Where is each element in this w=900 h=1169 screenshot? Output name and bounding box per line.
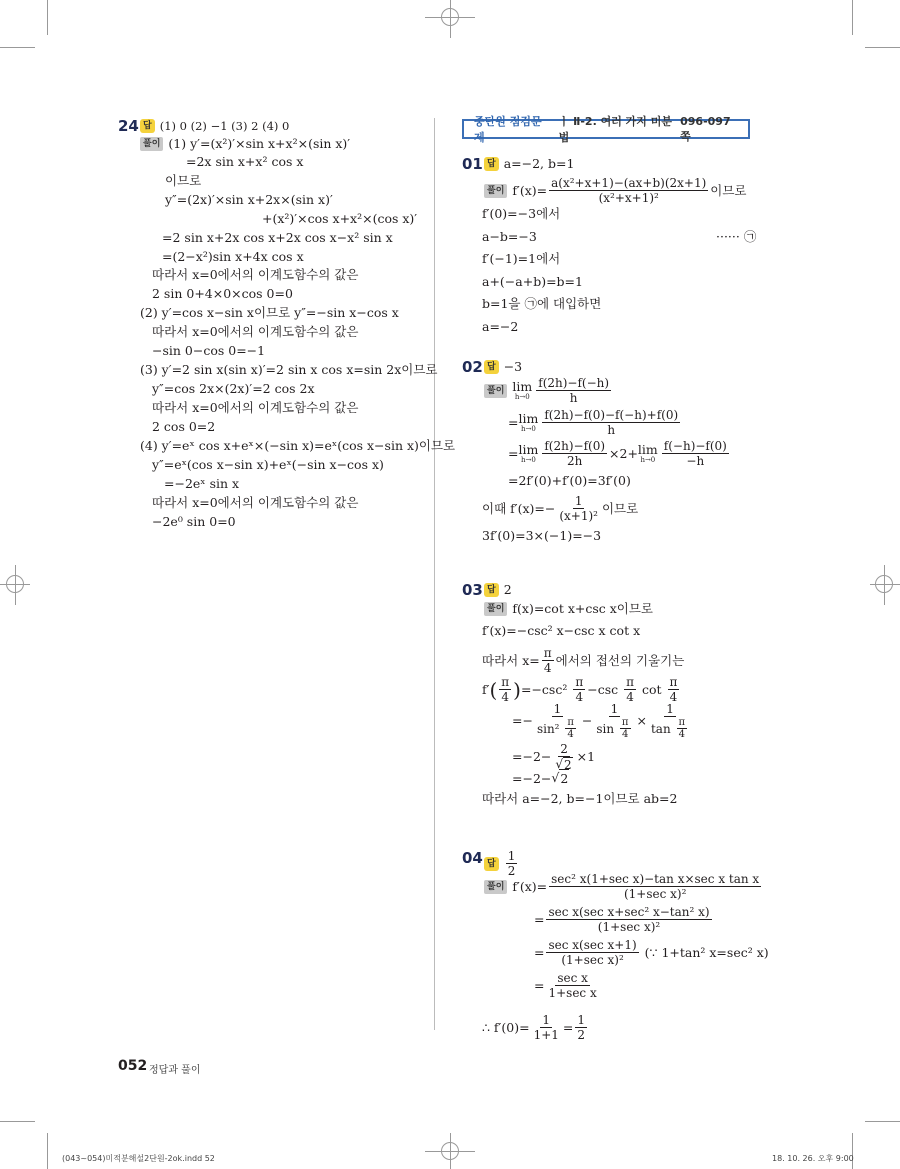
- denominator: [605, 423, 617, 437]
- numerator: [540, 1013, 552, 1028]
- math-text: 1: [577, 1013, 586, 1027]
- fraction: [565, 717, 576, 740]
- numerator: [624, 675, 636, 690]
- denominator: [532, 1028, 561, 1042]
- solution-badge: 풀이: [484, 880, 507, 894]
- solution-line: [162, 229, 393, 247]
- denominator: [684, 454, 706, 468]
- fraction: [573, 675, 585, 704]
- denominator: [649, 717, 691, 740]
- math-text: =(2−x²)sin x+4x cos x: [162, 249, 304, 264]
- math-text: sec x(sec x+1): [548, 938, 637, 952]
- solution-line: [484, 872, 763, 901]
- solution-line: [512, 742, 595, 772]
- solution-line: [164, 475, 239, 493]
- limit: lim h→0: [637, 441, 658, 464]
- solution-line: [482, 622, 640, 640]
- solution-line: [152, 494, 358, 512]
- fraction: [575, 1013, 587, 1042]
- denominator: [565, 454, 584, 468]
- math-text: a=−2: [482, 319, 519, 334]
- math-text: sec² x(1+sec x)−tan x×sec x tan x: [551, 872, 760, 886]
- answer-line: [484, 581, 512, 599]
- section-title: 중단원 점검문제: [474, 115, 542, 144]
- numerator: [549, 872, 761, 887]
- math-text: sec x: [557, 971, 588, 985]
- limit-subscript: h→0: [640, 455, 656, 464]
- solution-line: [152, 456, 384, 474]
- math-text: sec x(sec x+sec² x−tan² x): [548, 905, 710, 919]
- denominator: [597, 191, 661, 205]
- solution-line: [508, 472, 631, 490]
- solution-line: [482, 205, 560, 223]
- solution-line: [152, 342, 265, 360]
- fraction: [624, 675, 636, 704]
- solution-line: [152, 418, 215, 436]
- math-text: 2h: [566, 454, 583, 468]
- fraction: [649, 702, 691, 740]
- limit: lim h→0: [512, 378, 533, 401]
- math-text: −sin 0−cos 0=−1: [152, 343, 266, 358]
- section-header: [462, 114, 750, 144]
- paren: (: [489, 677, 498, 702]
- denominator: [542, 661, 554, 675]
- math-text: π: [501, 675, 510, 689]
- math-text: 따라서 x=0에서의 이계도함수의 값은: [152, 495, 359, 510]
- fraction: [499, 675, 511, 704]
- solution-badge: 풀이: [140, 137, 163, 151]
- math-text: π: [575, 675, 584, 689]
- solution-line: [140, 437, 455, 455]
- denominator: [557, 509, 600, 523]
- solution-line: [482, 318, 518, 336]
- math-text: 4: [626, 690, 634, 704]
- math-text: 이므로: [165, 173, 202, 188]
- page-range: 096-097쪽: [680, 114, 731, 143]
- question-number: 02: [462, 358, 483, 376]
- solution-line: [482, 494, 638, 523]
- solution-line: [482, 1013, 589, 1042]
- numerator: [542, 439, 607, 454]
- fraction: [546, 905, 711, 934]
- math-text: =−csc²: [520, 681, 572, 697]
- math-text: f(2h)−f(0)−f(−h)+f(0): [544, 408, 679, 422]
- solution-line: [186, 153, 303, 171]
- math-text: y″=cos 2x×(2x)′=2 cos 2x: [152, 381, 315, 396]
- math-text: (2) y′=cos x−sin x이므로 y″=−sin x−cos x: [140, 305, 399, 320]
- answer-line: [484, 358, 522, 376]
- answer-text: 2: [503, 582, 512, 597]
- math-text: 이때 f′(x)=−: [482, 500, 556, 516]
- numerator: [555, 971, 590, 986]
- solution-line: [152, 399, 358, 417]
- math-text: (3) y′=2 sin x(sin x)′=2 sin x cos x=sin 2x이므로: [140, 362, 438, 377]
- math-text: 1: [666, 702, 674, 716]
- numerator: [573, 494, 585, 509]
- numerator: [536, 376, 611, 391]
- answer-badge: 답: [484, 360, 499, 374]
- fraction: [677, 717, 688, 740]
- math-text: 1: [542, 1013, 551, 1027]
- math-text: =2 sin x+2x cos x+2x cos x−x² sin x: [162, 230, 393, 245]
- math-text: =−2eˣ sin x: [164, 476, 240, 491]
- math-text: (x²+x+1)²: [598, 191, 659, 205]
- solution-line: [484, 600, 653, 618]
- limit-subscript: h→0: [521, 424, 536, 433]
- math-text: (1+sec x)²: [623, 887, 687, 901]
- math-text: tan: [650, 721, 675, 736]
- math-text: 4: [575, 690, 584, 704]
- math-text: (∵ 1+tan² x=sec² x): [640, 944, 769, 960]
- denominator: [575, 1028, 587, 1042]
- math-text: f′(x)=: [512, 182, 548, 198]
- math-text: 1: [553, 702, 562, 716]
- math-text: ×: [636, 713, 647, 728]
- math-text: 따라서 x=0에서의 이계도함수의 값은: [152, 400, 359, 415]
- math-text: 1: [574, 494, 583, 508]
- fraction: [546, 971, 598, 1000]
- math-text: f′(x)=−csc² x−csc x cot x: [482, 623, 641, 638]
- math-text: 이므로: [710, 182, 747, 198]
- registration-mark: [441, 1142, 459, 1160]
- math-text: f′(x)=: [512, 878, 548, 894]
- answer-text: (1) 0 (2) −1 (3) 2 (4) 0: [159, 119, 290, 133]
- numerator: [677, 717, 688, 729]
- numerator: [573, 675, 585, 690]
- numerator: [499, 675, 511, 690]
- registration-mark: [6, 575, 24, 593]
- question-number: 01: [462, 155, 483, 173]
- math-text: sin²: [536, 721, 564, 736]
- paren: ): [513, 677, 521, 702]
- solution-line: [512, 769, 569, 788]
- numerator: [620, 717, 631, 729]
- fraction: [549, 872, 761, 901]
- denominator: [620, 729, 630, 740]
- solution-line: [508, 408, 682, 437]
- numerator: [542, 646, 554, 661]
- page-number: 052: [118, 1058, 148, 1074]
- math-text: f(x)=cot x+csc x이므로: [512, 601, 654, 616]
- math-text: =−: [512, 713, 533, 728]
- math-text: 2 cos 0=2: [152, 419, 216, 434]
- math-text: =: [534, 911, 545, 927]
- numerator: [542, 408, 680, 423]
- denominator: [594, 717, 634, 740]
- denominator: [535, 717, 580, 740]
- math-text: ×1: [576, 749, 596, 764]
- math-text: (1+sec x)²: [561, 953, 624, 967]
- solution-line: [165, 172, 201, 190]
- math-text: 4: [622, 729, 629, 740]
- fraction: [542, 646, 554, 675]
- math-text: y″=eˣ(cos x−sin x)+eˣ(−sin x−cos x): [152, 457, 384, 472]
- fraction: [668, 675, 680, 704]
- solution-badge: 풀이: [484, 384, 507, 398]
- math-text: +(x²)′×cos x+x²×(cos x)′: [262, 211, 418, 226]
- crop-mark: [47, 0, 48, 35]
- fraction: [662, 439, 729, 468]
- denominator: [546, 986, 598, 1000]
- math-text: sin: [596, 721, 618, 736]
- math-text: =−2−: [512, 770, 552, 786]
- solution-line: [140, 135, 350, 153]
- math-text: 1+sec x: [548, 986, 597, 1000]
- registration-mark: [441, 8, 459, 26]
- answer-badge: 답: [484, 583, 499, 597]
- solution-line: [482, 228, 537, 246]
- solution-line: [152, 323, 358, 341]
- solution-line: [162, 248, 304, 266]
- answer-badge: 답: [140, 119, 155, 133]
- math-text: 에서의 접선의 기울기는: [555, 652, 685, 668]
- denominator: [677, 729, 687, 740]
- section-subtitle: ㅣ Ⅱ-2. 여러 가지 미분법: [558, 115, 672, 144]
- math-text: −2e⁰ sin 0=0: [152, 514, 236, 529]
- math-text: h: [569, 391, 578, 405]
- timestamp: 18. 10. 26. 오후 9:00: [772, 1154, 854, 1163]
- solution-line: [152, 380, 315, 398]
- numerator: [558, 742, 570, 757]
- file-name: (043~054)미적분해설2단원-2ok.indd 52: [62, 1154, 215, 1163]
- crop-mark: [865, 1121, 900, 1122]
- math-text: 따라서 x=0에서의 이계도함수의 값은: [152, 324, 359, 339]
- math-text: f′: [482, 681, 490, 697]
- crop-mark: [0, 1121, 35, 1122]
- limit: lim h→0: [518, 441, 539, 464]
- crop-mark: [0, 47, 35, 48]
- math-text: 1: [610, 702, 619, 716]
- equation-marker: ······ ㉠: [716, 229, 757, 244]
- solution-line: [484, 176, 747, 205]
- math-text: =: [534, 977, 545, 993]
- solution-line: [165, 191, 333, 209]
- math-text: ∴ f′(0)=: [482, 1019, 530, 1035]
- fraction: [542, 439, 607, 468]
- limit-subscript: h→0: [514, 392, 530, 401]
- math-text: f(−h)−f(0): [663, 439, 727, 453]
- fraction: [536, 376, 611, 405]
- question-number: 04: [462, 849, 483, 867]
- math-text: 이므로: [601, 500, 639, 516]
- math-text: π: [626, 675, 634, 689]
- solution-line: [152, 285, 293, 303]
- fraction: [594, 702, 634, 740]
- fraction: [542, 408, 680, 437]
- numerator: [549, 176, 708, 191]
- solution-line: [482, 646, 684, 675]
- page-label: 정답과 풀이: [149, 1065, 201, 1076]
- math-text: =: [534, 944, 545, 960]
- math-text: a−b=−3: [482, 229, 537, 244]
- column-divider: [434, 118, 435, 1030]
- fraction: [532, 1013, 561, 1042]
- math-text: 2: [577, 1028, 586, 1042]
- numerator: [546, 938, 638, 953]
- math-text: 4: [567, 729, 574, 740]
- math-text: π: [669, 675, 678, 689]
- solution-line: [152, 266, 358, 284]
- numerator: [668, 675, 680, 690]
- solution-line: [262, 210, 417, 228]
- math-text: =: [508, 445, 519, 461]
- fraction: [549, 176, 708, 205]
- math-text: f′(−1)=1에서: [482, 251, 561, 266]
- math-text: 3f′(0)=3×(−1)=−3: [482, 528, 602, 543]
- solution-line: [482, 527, 601, 545]
- solution-line: [482, 273, 583, 291]
- math-text: 따라서 x=0에서의 이계도함수의 값은: [152, 267, 359, 282]
- math-text: 4: [678, 729, 685, 740]
- math-text: π: [543, 646, 552, 660]
- solution-line: [512, 702, 693, 740]
- denominator: [622, 887, 688, 901]
- square-root: √ 2: [551, 770, 569, 786]
- math-text: =2x sin x+x² cos x: [186, 154, 304, 169]
- denominator: [559, 953, 625, 967]
- math-text: 1+1: [533, 1028, 559, 1042]
- limit: lim h→0: [518, 410, 539, 433]
- numerator: [546, 905, 711, 920]
- answer-line: [140, 117, 289, 135]
- question-number: 24: [118, 117, 139, 135]
- math-text: b=1을 ㉠에 대입하면: [482, 296, 602, 311]
- solution-line: [534, 938, 769, 967]
- fraction: [546, 938, 638, 967]
- numerator: [565, 717, 576, 729]
- math-text: −: [581, 713, 593, 728]
- answer-fraction: $\frac{1}{2}$: [507, 849, 516, 878]
- math-text: h: [607, 423, 616, 437]
- solution-line: [482, 250, 560, 268]
- numerator: [662, 439, 729, 454]
- math-text: 따라서 x=: [482, 652, 540, 668]
- math-text: y″=(2x)′×sin x+2x×(sin x)′: [165, 192, 333, 207]
- answer-text: a=−2, b=1: [503, 156, 575, 171]
- math-text: −h: [686, 454, 705, 468]
- fraction: [620, 717, 631, 740]
- solution-badge: 풀이: [484, 184, 507, 198]
- solution-line: [534, 971, 601, 1000]
- numerator: [664, 702, 676, 717]
- solution-line: [508, 439, 731, 468]
- numerator: [609, 702, 621, 717]
- math-text: 4: [669, 690, 678, 704]
- crop-mark: [865, 47, 900, 48]
- math-text: f(2h)−f(0): [544, 439, 606, 453]
- answer-line: [484, 155, 574, 173]
- crop-mark: [852, 0, 853, 35]
- solution-line: [140, 361, 438, 379]
- math-text: 4: [543, 661, 552, 675]
- math-text: 2: [560, 742, 568, 756]
- denominator: [499, 690, 511, 704]
- fraction: [557, 494, 600, 523]
- denominator: [565, 729, 575, 740]
- solution-line: [484, 376, 613, 405]
- math-text: (1+sec x)²: [597, 920, 661, 934]
- fraction: [535, 702, 580, 740]
- math-text: cot: [638, 681, 666, 697]
- answer-text: −3: [503, 359, 523, 374]
- math-text: 2 sin 0+4×0×cos 0=0: [152, 286, 293, 301]
- math-text: (1) y′=(x²)′×sin x+x²×(sin x)′: [168, 136, 351, 151]
- math-text: =: [508, 414, 519, 430]
- solution-badge: 풀이: [484, 602, 507, 616]
- math-text: =2f′(0)+f′(0)=3f′(0): [508, 473, 631, 488]
- math-text: 따라서 a=−2, b=−1이므로 ab=2: [482, 791, 678, 806]
- answer-badge: 답: [484, 157, 499, 171]
- math-text: a+(−a+b)=b=1: [482, 274, 583, 289]
- math-text: f(2h)−f(−h): [538, 376, 610, 390]
- square-root: √ 2: [555, 757, 572, 772]
- limit-subscript: h→0: [521, 455, 536, 464]
- solution-line: [482, 295, 601, 313]
- question-number: 03: [462, 581, 483, 599]
- math-text: ×2+: [609, 445, 638, 461]
- math-text: a(x²+x+1)−(ax+b)(2x+1): [551, 176, 707, 190]
- math-text: (4) y′=eˣ cos x+eˣ×(−sin x)=eˣ(cos x−sin x)이므로: [140, 438, 456, 453]
- math-text: −csc: [587, 681, 623, 697]
- math-text: π: [621, 717, 629, 728]
- solution-line: [482, 675, 681, 704]
- math-text: =: [562, 1019, 574, 1035]
- math-text: f′(0)=−3에서: [482, 206, 561, 221]
- solution-line: [534, 905, 714, 934]
- denominator: [568, 391, 580, 405]
- fraction: [553, 742, 574, 772]
- crop-mark: [47, 1133, 48, 1169]
- answer-badge: 답: [484, 857, 499, 871]
- denominator: [596, 920, 662, 934]
- numerator: [552, 702, 564, 717]
- math-text: (x+1)²: [559, 509, 598, 523]
- math-text: 4: [501, 690, 510, 704]
- math-text: π: [678, 717, 686, 728]
- math-text: π: [567, 717, 574, 728]
- solution-line: [140, 304, 399, 322]
- numerator: [575, 1013, 587, 1028]
- registration-mark: [875, 575, 893, 593]
- solution-line: [152, 513, 236, 531]
- math-text: =−2−: [512, 749, 552, 764]
- solution-line: [482, 790, 677, 808]
